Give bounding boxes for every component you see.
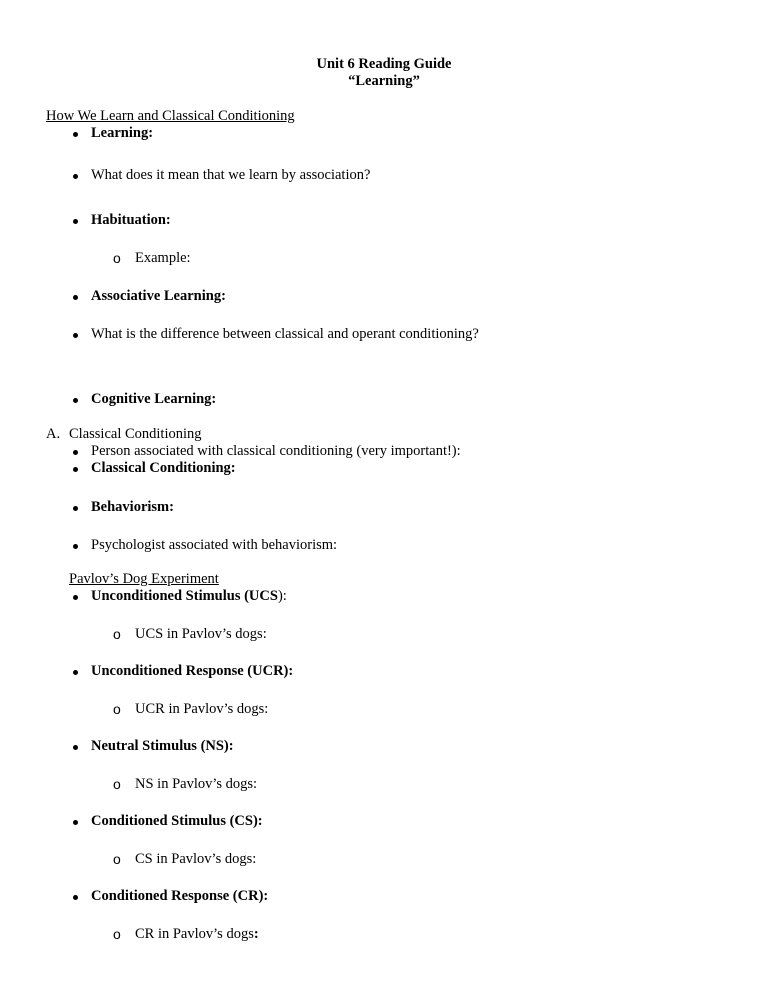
subsection-heading: Pavlov’s Dog Experiment [69, 571, 219, 587]
sub-bullet-icon: o [113, 250, 121, 266]
question-person-classical: Person associated with classical conditioning (very important!): [91, 443, 461, 459]
section-heading: How We Learn and Classical Conditioning [46, 108, 295, 124]
bullet-icon [73, 132, 78, 137]
ucr-example: UCR in Pavlov’s dogs: [135, 701, 269, 717]
term-habituation: Habituation: [91, 212, 171, 228]
ns-example: NS in Pavlov’s dogs: [135, 776, 258, 792]
sub-bullet-icon: o [113, 851, 121, 867]
bullet-icon [73, 174, 78, 179]
bullet-icon [73, 544, 78, 549]
bullet-icon [73, 595, 78, 600]
question-classical-vs-operant: What is the difference between classical and operant conditioning? [91, 326, 479, 342]
term-associative-learning: Associative Learning: [91, 288, 226, 304]
ucs-example: UCS in Pavlov’s dogs: [135, 626, 267, 642]
term-cr: Conditioned Response (CR): [91, 888, 269, 904]
term-ucs [91, 588, 287, 605]
bullet-icon [73, 295, 78, 300]
cr-example-colon: : [253, 926, 259, 942]
term-ucr: Unconditioned Response (UCR): [91, 663, 294, 679]
question-psychologist-behaviorism: Psychologist associated with behaviorism: [91, 537, 338, 553]
bullet-icon [73, 506, 78, 511]
sub-bullet-icon: o [113, 926, 121, 942]
term-behaviorism: Behaviorism: [91, 499, 174, 515]
section-heading: Classical Conditioning [69, 426, 202, 442]
question-association: What does it mean that we learn by association? [91, 167, 371, 183]
cr-example [135, 926, 259, 943]
bullet-icon [73, 450, 78, 455]
section-marker: A. [46, 426, 61, 442]
document-title: Unit 6 Reading Guide [316, 56, 452, 72]
bullet-icon [73, 467, 78, 472]
sub-bullet-icon: o [113, 701, 121, 717]
bullet-icon [73, 895, 78, 900]
bullet-icon [73, 398, 78, 403]
term-classical-conditioning: Classical Conditioning: [91, 460, 236, 476]
sub-bullet-icon: o [113, 626, 121, 642]
sub-bullet-icon: o [113, 776, 121, 792]
document-subtitle: “Learning” [348, 73, 420, 89]
term-learning: Learning: [91, 125, 154, 141]
ucs-label: Unconditioned Stimulus (UCS [91, 588, 278, 604]
cr-example-text: CR in Pavlov’s dogs [135, 926, 254, 942]
ucs-suffix: ): [277, 588, 287, 604]
habituation-example: Example: [135, 250, 191, 266]
bullet-icon [73, 670, 78, 675]
bullet-icon [73, 745, 78, 750]
term-cognitive-learning: Cognitive Learning: [91, 391, 217, 407]
term-ns: Neutral Stimulus (NS): [91, 738, 234, 754]
term-cs: Conditioned Stimulus (CS): [91, 813, 263, 829]
bullet-icon [73, 820, 78, 825]
cs-example: CS in Pavlov’s dogs: [135, 851, 257, 867]
bullet-icon [73, 219, 78, 224]
bullet-icon [73, 333, 78, 338]
